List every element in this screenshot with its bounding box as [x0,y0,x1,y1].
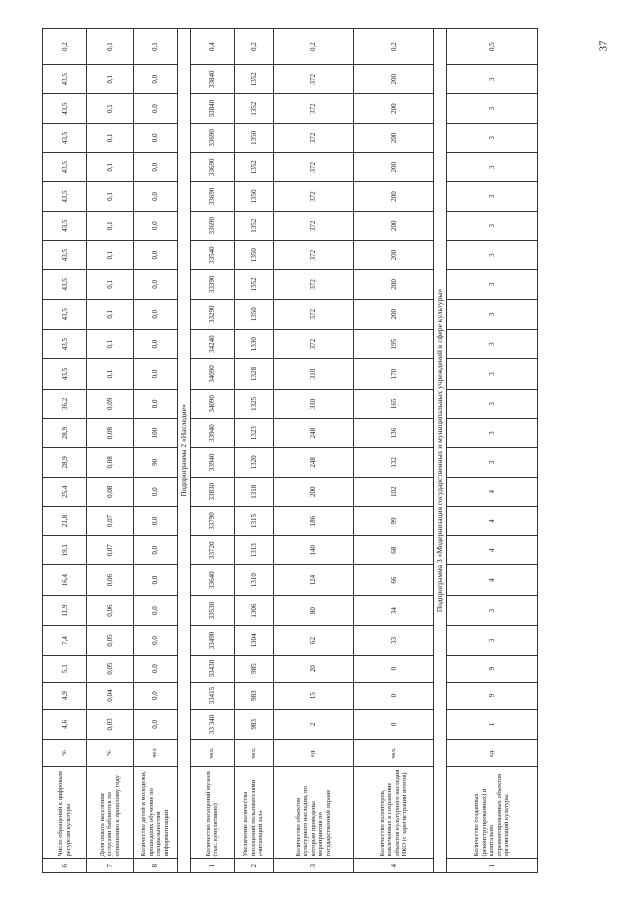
value-cell: 3 [447,448,538,477]
value-cell: 1352 [234,94,273,123]
indicator-name: Количество детей и молодежи, прошедших обучение по специальностям информатизации [133,767,177,859]
value-cell: 170 [353,359,433,389]
value-cell: 21,8 [43,506,87,535]
value-cell: 983 [234,682,273,709]
value-cell: 0,0 [133,94,177,123]
value-cell: 200 [353,299,433,329]
value-cell: 985 [234,655,273,682]
value-cell: 33540 [190,240,234,269]
value-cell: 372 [273,299,353,329]
value-cell: 3 [447,153,538,182]
value-cell: 0,07 [87,506,134,535]
indicator-row [133,29,177,873]
value-cell: 1320 [234,448,273,477]
value-cell: 0,5 [447,29,538,65]
value-cell: 33640 [190,565,234,595]
value-cell: 0,1 [87,182,134,211]
value-cell: 372 [273,123,353,152]
value-cell: 0,0 [133,299,177,329]
value-cell: 0,1 [87,29,134,65]
value-cell: 33490 [190,626,234,655]
value-cell: 0 [353,682,433,709]
value-cell: 3 [447,626,538,655]
value-cell: 43,5 [43,359,87,389]
value-cell: 4 [447,506,538,535]
value-cell: 0,0 [133,655,177,682]
value-cell: 200 [353,240,433,269]
value-cell: 100 [133,418,177,447]
value-cell: 372 [273,329,353,358]
value-cell: 1352 [234,65,273,94]
value-cell: 1352 [234,153,273,182]
value-cell: 0,0 [133,595,177,625]
value-cell: 33830 [190,477,234,506]
value-cell: 0,0 [133,153,177,182]
value-cell: 1306 [234,595,273,625]
value-cell: 3 [447,329,538,358]
value-cell: 0 [353,655,433,682]
value-cell: 9 [447,655,538,682]
value-cell: 33690 [190,153,234,182]
indicators-table [42,28,538,873]
table-body [43,29,538,873]
section-header-row [434,29,447,873]
value-cell: 36,2 [43,389,87,418]
value-cell: 0,0 [133,329,177,358]
value-cell: 34240 [190,329,234,358]
value-cell: 4 [447,565,538,595]
value-cell: 0,04 [87,682,134,709]
indicator-row [447,29,538,873]
value-cell: 68 [353,536,433,565]
value-cell: 3 [447,270,538,299]
value-cell: 1 [447,709,538,739]
value-cell: 1350 [234,123,273,152]
indicator-row [273,29,353,873]
value-cell: 1313 [234,536,273,565]
value-cell: 34090 [190,389,234,418]
value-cell: 1323 [234,418,273,447]
value-cell: 200 [353,182,433,211]
value-cell: 0,0 [133,477,177,506]
value-cell: 33690 [190,123,234,152]
section-header-row [177,29,190,873]
value-cell: 3 [447,389,538,418]
value-cell: 200 [273,477,353,506]
indicator-name: Количество созданных (реконструированных) и капитально отремонтированных объектов организаций культуры [447,767,538,859]
value-cell: 0,06 [87,565,134,595]
unit-cell: чел. [190,740,234,767]
value-cell: 33840 [190,94,234,123]
value-cell: 372 [273,270,353,299]
value-cell: 43,5 [43,182,87,211]
value-cell: 43,5 [43,123,87,152]
value-cell: 372 [273,153,353,182]
value-cell: 28,9 [43,418,87,447]
value-cell: 33690 [190,182,234,211]
value-cell: 1350 [234,299,273,329]
value-cell: 0,0 [133,536,177,565]
value-cell: 0,1 [87,211,134,240]
value-cell: 0,0 [133,211,177,240]
value-cell: 0,1 [87,329,134,358]
value-cell: 248 [273,448,353,477]
value-cell: 372 [273,65,353,94]
value-cell: 1328 [234,359,273,389]
value-cell: 372 [273,240,353,269]
value-cell: 200 [353,94,433,123]
value-cell: 0,1 [87,153,134,182]
value-cell: 200 [353,123,433,152]
value-cell: 11,9 [43,595,87,625]
value-cell: 0,05 [87,655,134,682]
value-cell: 15 [273,682,353,709]
value-cell: 7,4 [43,626,87,655]
unit-cell: ед. [447,740,538,767]
value-cell: 5,1 [43,655,87,682]
value-cell: 0,1 [133,29,177,65]
value-cell: 248 [273,418,353,447]
value-cell: 0,05 [87,626,134,655]
value-cell: 165 [353,389,433,418]
row-number: 7 [87,859,134,873]
value-cell: 33430 [190,655,234,682]
value-cell: 102 [353,477,433,506]
value-cell: 0,1 [87,123,134,152]
value-cell: 3 [447,94,538,123]
unit-cell: % [43,740,87,767]
value-cell: 0,08 [87,448,134,477]
value-cell: 33720 [190,536,234,565]
value-cell: 0,0 [133,123,177,152]
value-cell: 33 [353,626,433,655]
section-title: Подпрограмма 2 «Наследие» [177,29,190,873]
value-cell: 0,0 [133,565,177,595]
value-cell: 0,2 [234,29,273,65]
value-cell: 372 [273,182,353,211]
value-cell: 1350 [234,240,273,269]
value-cell: 0,08 [87,418,134,447]
value-cell: 33390 [190,270,234,299]
value-cell: 43,5 [43,211,87,240]
value-cell: 132 [353,448,433,477]
value-cell: 1350 [234,182,273,211]
value-cell: 0 [353,709,433,739]
value-cell: 0,0 [133,65,177,94]
value-cell: 0,08 [87,477,134,506]
value-cell: 25,4 [43,477,87,506]
value-cell: 43,5 [43,329,87,358]
value-cell: 0,0 [133,682,177,709]
value-cell: 33790 [190,506,234,535]
value-cell: 200 [353,211,433,240]
value-cell: 310 [273,359,353,389]
value-cell: 33415 [190,682,234,709]
unit-cell: ед. [273,740,353,767]
value-cell: 43,5 [43,240,87,269]
value-cell: 43,5 [43,299,87,329]
rotated-table-container [42,28,538,873]
value-cell: 0,09 [87,389,134,418]
indicator-name: Количество посещений музеев (тыс. кумулятивно) [190,767,234,859]
indicator-row [87,29,134,873]
indicator-name: Доля охвата населения услугами библиотек по отношению к прошлому году [87,767,134,859]
value-cell: 0,0 [133,270,177,299]
page-number: 37 [597,40,610,52]
value-cell: 0,03 [87,709,134,739]
value-cell: 33840 [190,65,234,94]
indicator-name: Количество волонтеров, вовлеченных в сохранение объектов культурного наследия НКО (с зарегистрации итогов) [353,767,433,859]
value-cell: 186 [273,506,353,535]
value-cell: 9 [447,682,538,709]
value-cell: 33 340 [190,709,234,739]
unit-cell: чел. [234,740,273,767]
value-cell: 0,0 [133,626,177,655]
value-cell: 0,07 [87,536,134,565]
value-cell: 140 [273,536,353,565]
value-cell: 43,5 [43,270,87,299]
row-number: 6 [43,859,87,873]
value-cell: 3 [447,595,538,625]
value-cell: 43,5 [43,65,87,94]
indicator-name: Количество объектов культурного наследия, по которым проведены мероприятия по государственной охране [273,767,353,859]
value-cell: 200 [353,153,433,182]
value-cell: 0,1 [87,65,134,94]
indicator-row [190,29,234,873]
indicator-row [234,29,273,873]
value-cell: 34 [353,595,433,625]
value-cell: 1352 [234,270,273,299]
value-cell: 1315 [234,506,273,535]
value-cell: 33940 [190,448,234,477]
value-cell: 310 [273,389,353,418]
value-cell: 1352 [234,211,273,240]
row-number: 3 [273,859,353,873]
value-cell: 0,1 [87,359,134,389]
value-cell: 66 [353,565,433,595]
value-cell: 99 [353,506,433,535]
value-cell: 3 [447,240,538,269]
value-cell: 0,2 [43,29,87,65]
value-cell: 200 [353,65,433,94]
value-cell: 3 [447,65,538,94]
value-cell: 372 [273,211,353,240]
value-cell: 33290 [190,299,234,329]
section-title: Подпрограмма 3 «Модернизация государственных и муниципальных учреждений в сфере культуры» [434,29,447,873]
value-cell: 1310 [234,565,273,595]
value-cell: 4 [447,477,538,506]
value-cell: 3 [447,211,538,240]
row-number: 1 [447,859,538,873]
value-cell: 33940 [190,418,234,447]
value-cell: 80 [273,595,353,625]
value-cell: 28,9 [43,448,87,477]
indicator-name: Число обращений к цифровым ресурсам культуры [43,767,87,859]
value-cell: 3 [447,299,538,329]
value-cell: 0,0 [133,240,177,269]
row-number: 4 [353,859,433,873]
value-cell: 34090 [190,359,234,389]
row-number: 8 [133,859,177,873]
unit-cell: чел [133,740,177,767]
value-cell: 43,5 [43,94,87,123]
row-number: 1 [190,859,234,873]
value-cell: 3 [447,359,538,389]
value-cell: 1330 [234,329,273,358]
value-cell: 0,06 [87,595,134,625]
value-cell: 33530 [190,595,234,625]
value-cell: 0,0 [133,182,177,211]
value-cell: 3 [447,123,538,152]
value-cell: 372 [273,94,353,123]
value-cell: 0,0 [133,389,177,418]
value-cell: 0,1 [87,270,134,299]
value-cell: 3 [447,182,538,211]
value-cell: 983 [234,709,273,739]
value-cell: 62 [273,626,353,655]
value-cell: 1318 [234,477,273,506]
value-cell: 3 [447,418,538,447]
value-cell: 4 [447,536,538,565]
value-cell: 0,2 [353,29,433,65]
value-cell: 1325 [234,389,273,418]
value-cell: 2 [273,709,353,739]
indicator-row [353,29,433,873]
value-cell: 90 [133,448,177,477]
value-cell: 4,6 [43,709,87,739]
unit-cell: % [87,740,134,767]
value-cell: 136 [353,418,433,447]
value-cell: 1304 [234,626,273,655]
value-cell: 0,2 [273,29,353,65]
value-cell: 200 [353,270,433,299]
value-cell: 0,0 [133,506,177,535]
value-cell: 4,9 [43,682,87,709]
value-cell: 0,0 [133,709,177,739]
value-cell: 19,1 [43,536,87,565]
value-cell: 16,4 [43,565,87,595]
value-cell: 124 [273,565,353,595]
value-cell: 0,1 [87,94,134,123]
value-cell: 0,4 [190,29,234,65]
value-cell: 195 [353,329,433,358]
indicator-name: Увеличение количества посещений пользователями «читающий зал» [234,767,273,859]
row-number: 2 [234,859,273,873]
value-cell: 20 [273,655,353,682]
value-cell: 43,5 [43,153,87,182]
indicator-row [43,29,87,873]
value-cell: 0,1 [87,240,134,269]
value-cell: 0,1 [87,299,134,329]
value-cell: 0,0 [133,359,177,389]
unit-cell: чел. [353,740,433,767]
value-cell: 33690 [190,211,234,240]
